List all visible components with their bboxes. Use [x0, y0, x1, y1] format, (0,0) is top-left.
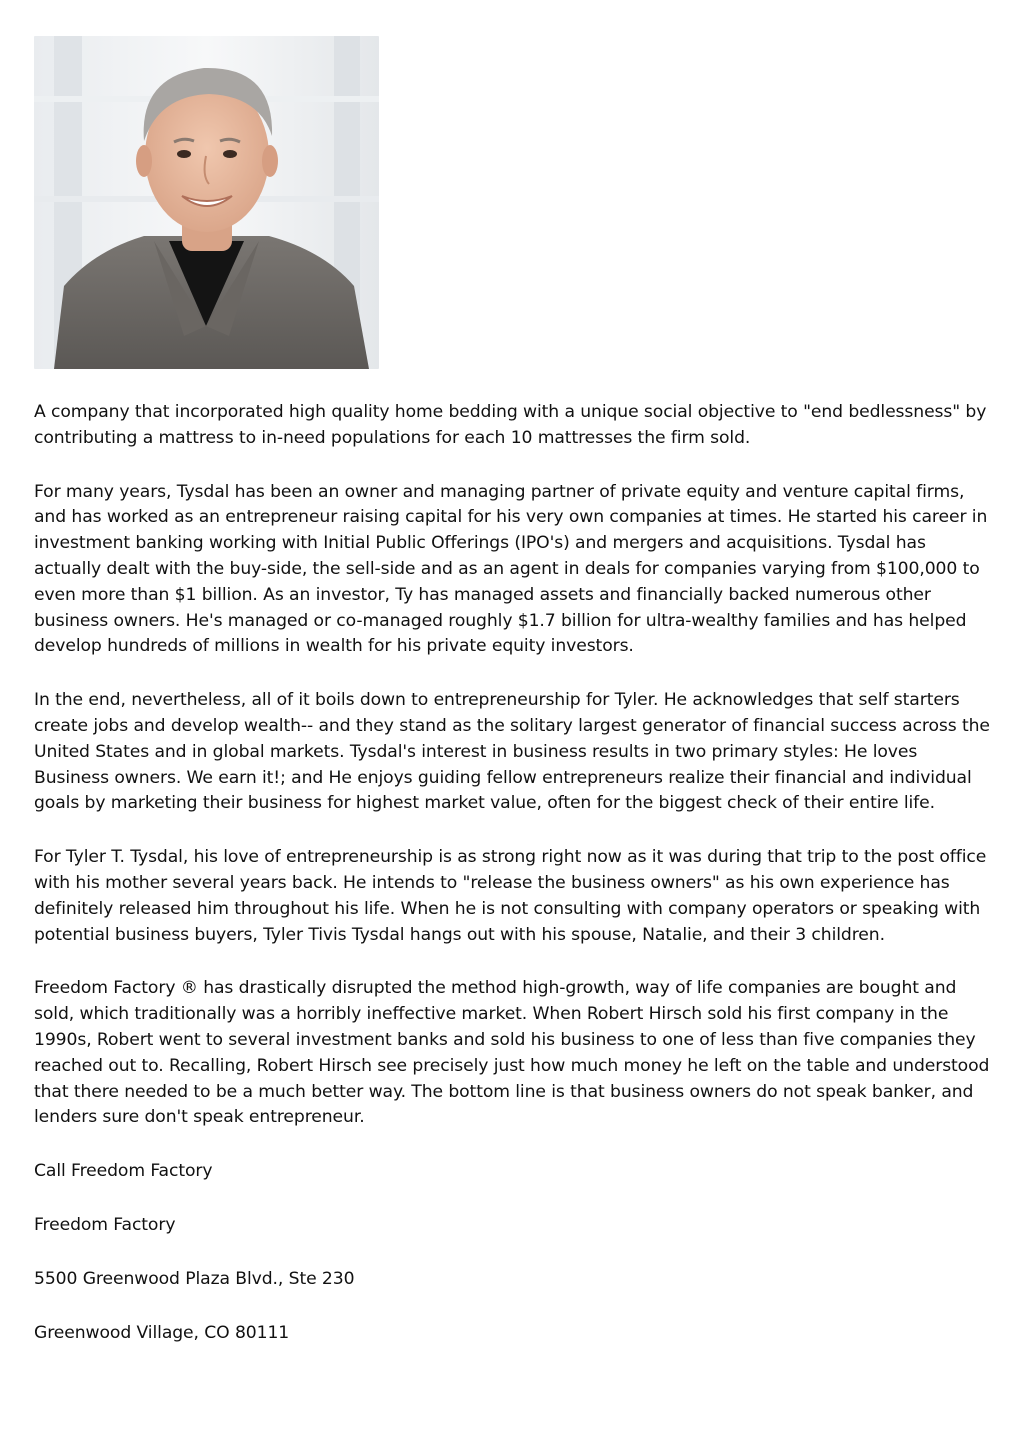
company-name: Freedom Factory — [34, 1214, 176, 1235]
address-line-1: 5500 Greenwood Plaza Blvd., Ste 230 — [34, 1268, 355, 1289]
call-label: Call Freedom Factory — [34, 1161, 213, 1182]
document-page — [34, 36, 994, 1374]
paragraph: In the end, nevertheless, all of it boils down to entrepreneurship for Tyler. He acknowledges that self starters create jobs and develop wealth-- and they stand as the solitary largest generator of financial success across the United States and in global markets. Tysdal's interest in business results in two primary styles: He loves Business owners. We earn it!; and He enjoys guiding fellow entrepreneurs realize their financial and individual goals by marketing their business for highest market value, often for the biggest check of their entire life. — [34, 690, 990, 814]
paragraph: A company that incorporated high quality home bedding with a unique social objective to "end bedlessness" by contributing a mattress to in-need populations for each 10 mattresses the firm sold. — [34, 402, 987, 448]
paragraph: For many years, Tysdal has been an owner and managing partner of private equity and venture capital firms, and has worked as an entrepreneur raising capital for his very own companies at times. He started his career in investment banking working with Initial Public Offerings (IPO's) and mergers and acquisitions. Tysdal has actually dealt with the buy-side, the sell-side and as an agent in deals for companies varying from $100,000 to even more than $1 billion. As an investor, Ty has managed assets and financially backed numerous other business owners. He's managed or co-managed roughly $1.7 billion for ultra-wealthy families and has helped develop hundreds of millions in wealth for his private equity investors. — [34, 481, 988, 657]
address-line-2: Greenwood Village, CO 80111 — [34, 1322, 290, 1343]
portrait-photo — [34, 36, 379, 369]
article-body — [34, 400, 994, 1346]
paragraph: Freedom Factory ® has drastically disrupted the method high-growth, way of life companies are bought and sold, which traditionally was a horribly ineffective market. When Robert Hirsch sold his first company in the 1990s, Robert went to several investment banks and sold his business to one of less than five companies they reached out to. Recalling, Robert Hirsch see precisely just how much money he left on the table and understood that there needed to be a much better way. The bottom line is that business owners do not speak banker, and lenders sure don't speak entrepreneur. — [34, 978, 990, 1128]
paragraph: For Tyler T. Tysdal, his love of entrepreneurship is as strong right now as it was during that trip to the post office with his mother several years back. He intends to "release the business owners" as his own experience has definitely released him throughout his life. When he is not consulting with company operators or speaking with potential business buyers, Tyler Tivis Tysdal hangs out with his spouse, Natalie, and their 3 children. — [34, 847, 987, 945]
